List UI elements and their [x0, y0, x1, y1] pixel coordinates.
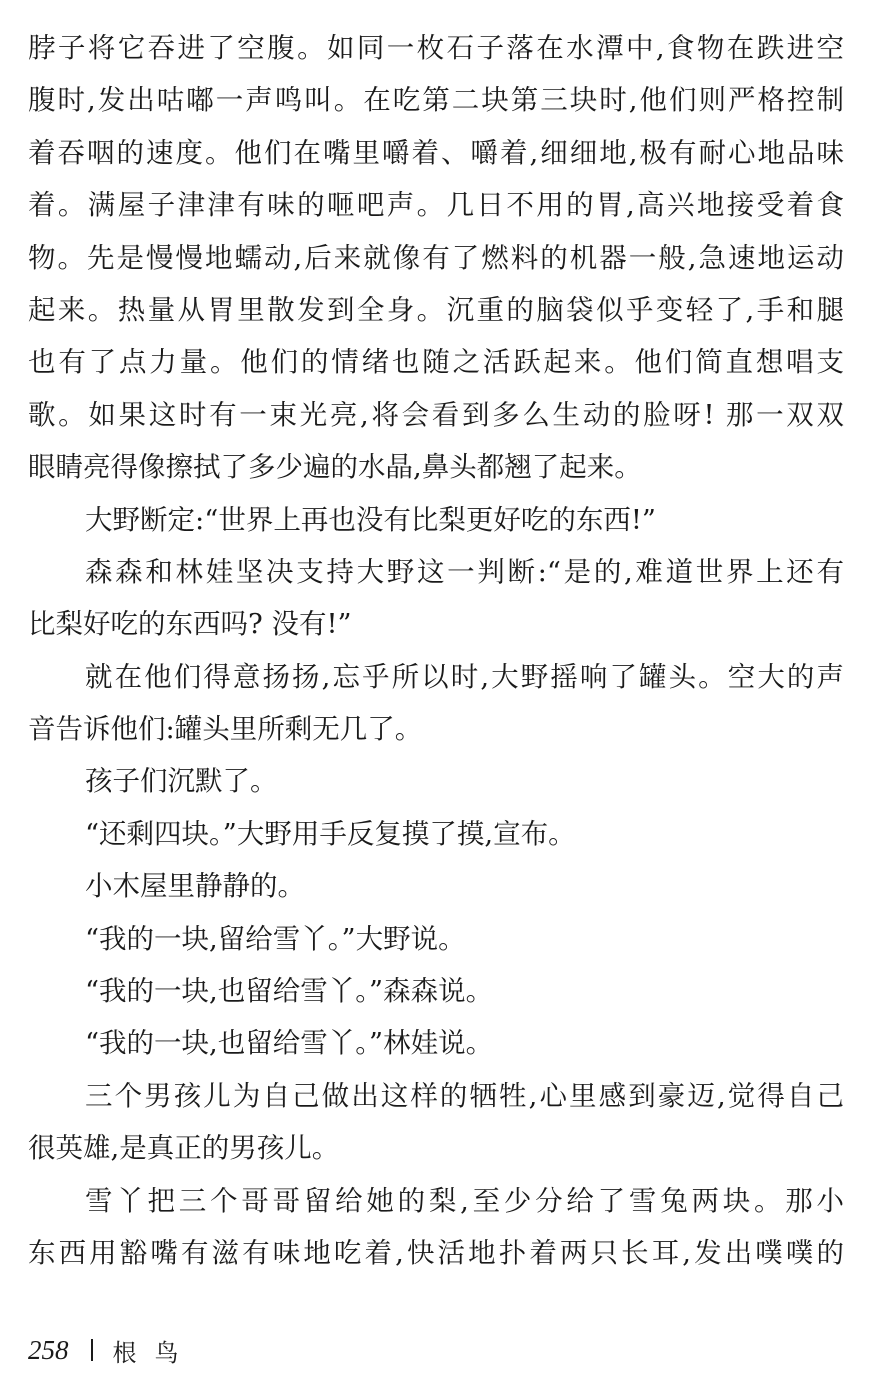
text-line: “我的一块,也留给雪丫。”林娃说。	[85, 1027, 494, 1060]
text-line: 音告诉他们:罐头里所剩无几了。	[28, 713, 423, 746]
text-line: 脖子将它吞进了空腹。如同一枚石子落在水潭中,食物在跌进空	[28, 32, 844, 64]
text-line: 起来。热量从胃里散发到全身。沉重的脑袋似乎变轻了,手和腿	[28, 293, 844, 326]
text-line: 腹时,发出咕嘟一声鸣叫。在吃第二块第三块时,他们则严格控制	[28, 84, 844, 117]
text-line: 雪丫把三个哥哥留给她的梨,至少分给了雪兔两块。那小	[85, 1184, 844, 1217]
text-line: “还剩四块。”大野用手反复摸了摸,宣布。	[85, 817, 576, 850]
text-line: 很英雄,是真正的男孩儿。	[28, 1132, 340, 1165]
page-footer	[28, 1330, 197, 1370]
text-line: 森森和林娃坚决支持大野这一判断:“是的,难道世界上还有	[85, 555, 844, 588]
text-line: 小木屋里静静的。	[85, 870, 305, 903]
text-line: “我的一块,也留给雪丫。”森森说。	[85, 975, 494, 1008]
text-line: “我的一块,留给雪丫。”大野说。	[85, 922, 466, 955]
page-number: 258	[28, 1334, 69, 1365]
footer-divider	[91, 1339, 93, 1361]
text-line: 眼睛亮得像擦拭了多少遍的水晶,鼻头都翘了起来。	[28, 451, 642, 484]
text-line: 孩子们沉默了。	[85, 765, 278, 798]
text-line: 歌。如果这时有一束光亮,将会看到多么生动的脸呀! 那一双双	[28, 398, 844, 431]
text-line: 东西用豁嘴有滋有味地吃着,快活地扑着两只长耳,发出噗噗的	[28, 1236, 844, 1269]
text-line: 物。先是慢慢地蠕动,后来就像有了燃料的机器一般,急速地运动	[28, 241, 844, 274]
text-line: 着。满屋子津津有味的咂吧声。几日不用的胃,高兴地接受着食	[28, 189, 844, 222]
body-text	[28, 22, 844, 1279]
text-line: 三个男孩儿为自己做出这样的牺牲,心里感到豪迈,觉得自己	[85, 1079, 844, 1112]
text-line: 着吞咽的速度。他们在嘴里嚼着、嚼着,细细地,极有耐心地品味	[28, 136, 844, 169]
text-line: 大野断定:“世界上再也没有比梨更好吃的东西!”	[85, 503, 656, 536]
text-line: 比梨好吃的东西吗? 没有!”	[28, 608, 352, 641]
text-line: 也有了点力量。他们的情绪也随之活跃起来。他们简直想唱支	[28, 346, 844, 379]
text-line: 就在他们得意扬扬,忘乎所以时,大野摇响了罐头。空大的声	[85, 660, 844, 693]
book-title: 根鸟	[112, 1338, 197, 1367]
